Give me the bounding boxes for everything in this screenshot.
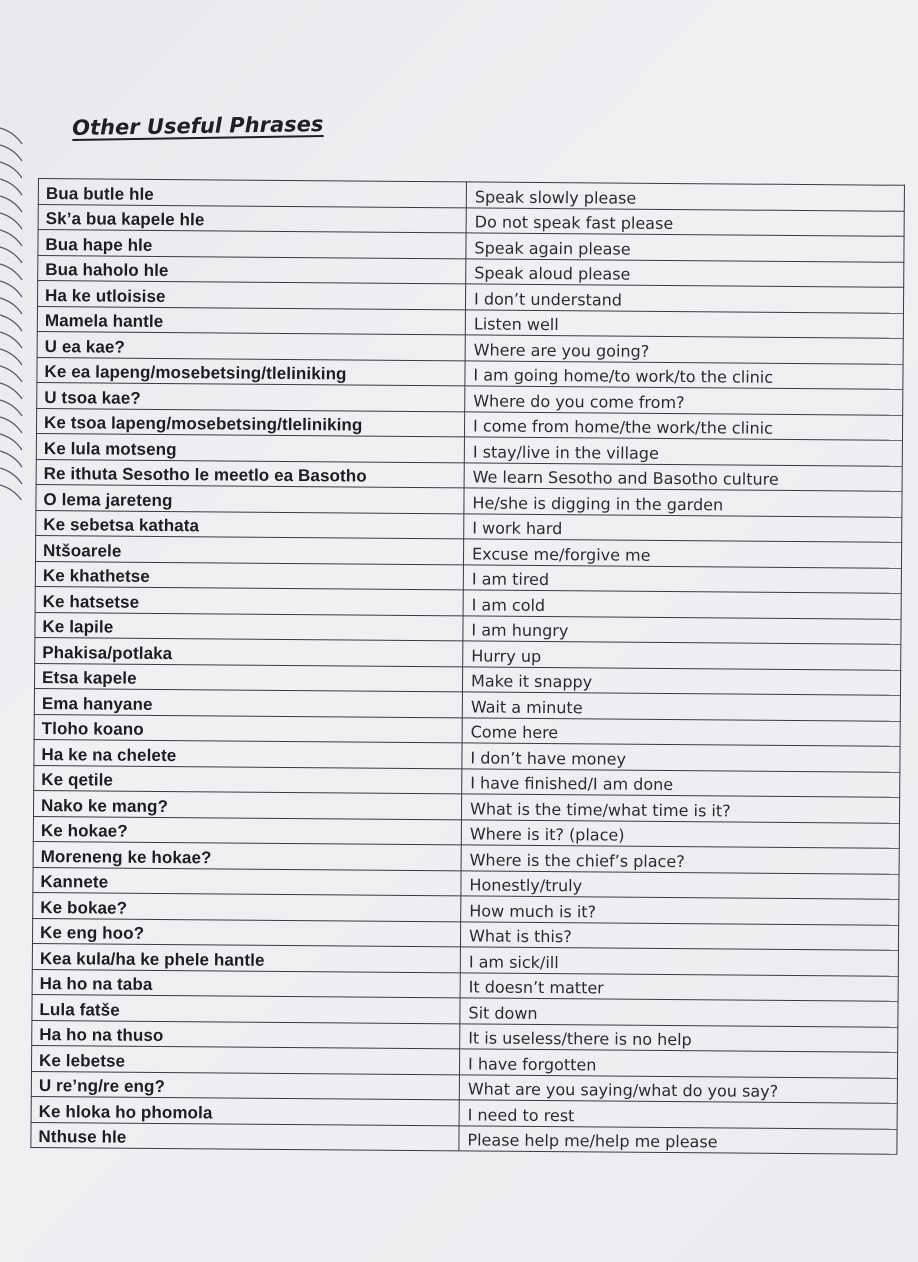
english-translation: I work hard <box>464 513 902 542</box>
english-translation: I am tired <box>463 564 901 593</box>
sesotho-phrase: Ha ho na thuso <box>32 1020 460 1049</box>
sesotho-phrase: Ke qetile <box>34 765 462 794</box>
page-title: Other Useful Phrases <box>72 112 324 140</box>
english-translation: Speak slowly please <box>466 182 904 211</box>
binding-ring <box>0 434 22 450</box>
english-translation: How much is it? <box>461 896 899 925</box>
sesotho-phrase: Phakisa/potlaka <box>35 637 463 666</box>
english-translation: He/she is digging in the garden <box>464 488 902 517</box>
sesotho-phrase: Ke lula motseng <box>36 433 464 462</box>
english-translation: Make it snappy <box>462 666 900 695</box>
english-translation: I am hungry <box>463 615 901 644</box>
sesotho-phrase: Bua butle hle <box>38 179 466 208</box>
english-translation: What are you saying/what do you say? <box>459 1074 897 1103</box>
english-translation: I need to rest <box>459 1100 897 1129</box>
sesotho-phrase: Ha ho na taba <box>32 969 460 998</box>
binding-ring <box>0 332 22 348</box>
sesotho-phrase: Ke sebetsa kathata <box>36 510 464 539</box>
sesotho-phrase: Kea kula/ha ke phele hantle <box>32 943 460 972</box>
sesotho-phrase: Re ithuta Sesotho le meetlo ea Basotho <box>36 459 464 488</box>
binding-ring <box>0 298 22 314</box>
english-translation: I have forgotten <box>459 1049 897 1078</box>
sesotho-phrase: Ke hokae? <box>33 816 461 845</box>
sesotho-phrase: Etsa kapele <box>34 663 462 692</box>
sesotho-phrase: Moreneng ke hokae? <box>33 841 461 870</box>
english-translation: What is this? <box>460 921 898 950</box>
english-translation: I have finished/I am done <box>462 768 900 797</box>
sesotho-phrase: Ha ke na chelete <box>34 739 462 768</box>
english-translation: I am going home/to work/to the clinic <box>465 360 903 389</box>
sesotho-phrase: Ema hanyane <box>34 688 462 717</box>
table-row <box>31 1122 897 1154</box>
english-translation: Listen well <box>465 309 903 338</box>
sesotho-phrase: Kannete <box>33 867 461 896</box>
sesotho-phrase: Nako ke mang? <box>33 790 461 819</box>
sesotho-phrase: Ke hatsetse <box>35 586 463 615</box>
binding-ring <box>0 196 22 212</box>
sesotho-phrase: Ke eng hoo? <box>32 918 460 947</box>
sesotho-phrase: Ke bokae? <box>33 892 461 921</box>
english-translation: It doesn’t matter <box>460 972 898 1001</box>
sesotho-phrase: O lema jareteng <box>36 484 464 513</box>
english-translation: I am sick/ill <box>460 947 898 976</box>
english-translation: Speak again please <box>466 233 904 262</box>
binding-ring <box>0 315 22 331</box>
english-translation: I don’t understand <box>465 284 903 313</box>
binding-ring <box>0 468 22 484</box>
english-translation: Where do you come from? <box>465 386 903 415</box>
sesotho-phrase: Ntšoarele <box>35 535 463 564</box>
sesotho-phrase: Bua haholo hle <box>38 255 466 284</box>
binding-ring <box>0 230 22 246</box>
sesotho-phrase: Lula fatše <box>32 994 460 1023</box>
sesotho-phrase: Nthuse hle <box>31 1122 459 1151</box>
sesotho-phrase: Ke lapile <box>35 612 463 641</box>
phrases-table-wrapper <box>30 178 904 1155</box>
binding-ring <box>0 383 22 399</box>
sesotho-phrase: Ke khathetse <box>35 561 463 590</box>
english-translation: Speak aloud please <box>466 258 904 287</box>
sesotho-phrase: Ke lebetse <box>31 1045 459 1074</box>
binding-ring <box>0 145 22 161</box>
binding-ring <box>0 179 22 195</box>
sesotho-phrase: Ha ke utloisise <box>37 281 465 310</box>
english-translation: Where is the chief’s place? <box>461 845 899 874</box>
binding-ring <box>0 247 22 263</box>
english-translation: Do not speak fast please <box>466 207 904 236</box>
english-translation: Where is it? (place) <box>461 819 899 848</box>
sesotho-phrase: Bua hape hle <box>38 230 466 259</box>
binding-ring <box>0 400 22 416</box>
english-translation: Hurry up <box>463 641 901 670</box>
binding-ring <box>0 162 22 178</box>
sesotho-phrase: Ke ea lapeng/mosebetsing/tleliniking <box>37 357 465 386</box>
english-translation: Come here <box>462 717 900 746</box>
sesotho-phrase: U re’ng/re eng? <box>31 1071 459 1100</box>
english-translation: I come from home/the work/the clinic <box>464 411 902 440</box>
binding-ring <box>0 417 22 433</box>
spiral-binding <box>0 120 30 500</box>
sesotho-phrase: U ea kae? <box>37 331 465 360</box>
binding-ring <box>0 366 22 382</box>
english-translation: Please help me/help me please <box>459 1125 897 1154</box>
binding-ring <box>0 281 22 297</box>
english-translation: Honestly/truly <box>461 870 899 899</box>
english-translation: I don’t have money <box>462 743 900 772</box>
binding-ring <box>0 451 22 467</box>
binding-ring <box>0 264 22 280</box>
binding-ring <box>0 213 22 229</box>
english-translation: Sit down <box>460 998 898 1027</box>
binding-ring <box>0 485 22 500</box>
sesotho-phrase: U tsoa kae? <box>37 382 465 411</box>
binding-ring <box>0 128 22 144</box>
english-translation: I stay/live in the village <box>464 437 902 466</box>
sesotho-phrase: Tloho koano <box>34 714 462 743</box>
phrases-table-body <box>31 179 905 1155</box>
english-translation: Where are you going? <box>465 335 903 364</box>
english-translation: Excuse me/forgive me <box>463 539 901 568</box>
phrases-table <box>30 178 905 1155</box>
english-translation: We learn Sesotho and Basotho culture <box>464 462 902 491</box>
english-translation: Wait a minute <box>462 692 900 721</box>
english-translation: It is useless/there is no help <box>460 1023 898 1052</box>
sesotho-phrase: Ke tsoa lapeng/mosebetsing/tleliniking <box>36 408 464 437</box>
sesotho-phrase: Ke hloka ho phomola <box>31 1096 459 1125</box>
sesotho-phrase: Mamela hantle <box>37 306 465 335</box>
english-translation: What is the time/what time is it? <box>461 794 899 823</box>
sesotho-phrase: Sk’a bua kapele hle <box>38 204 466 233</box>
english-translation: I am cold <box>463 590 901 619</box>
binding-ring <box>0 349 22 365</box>
